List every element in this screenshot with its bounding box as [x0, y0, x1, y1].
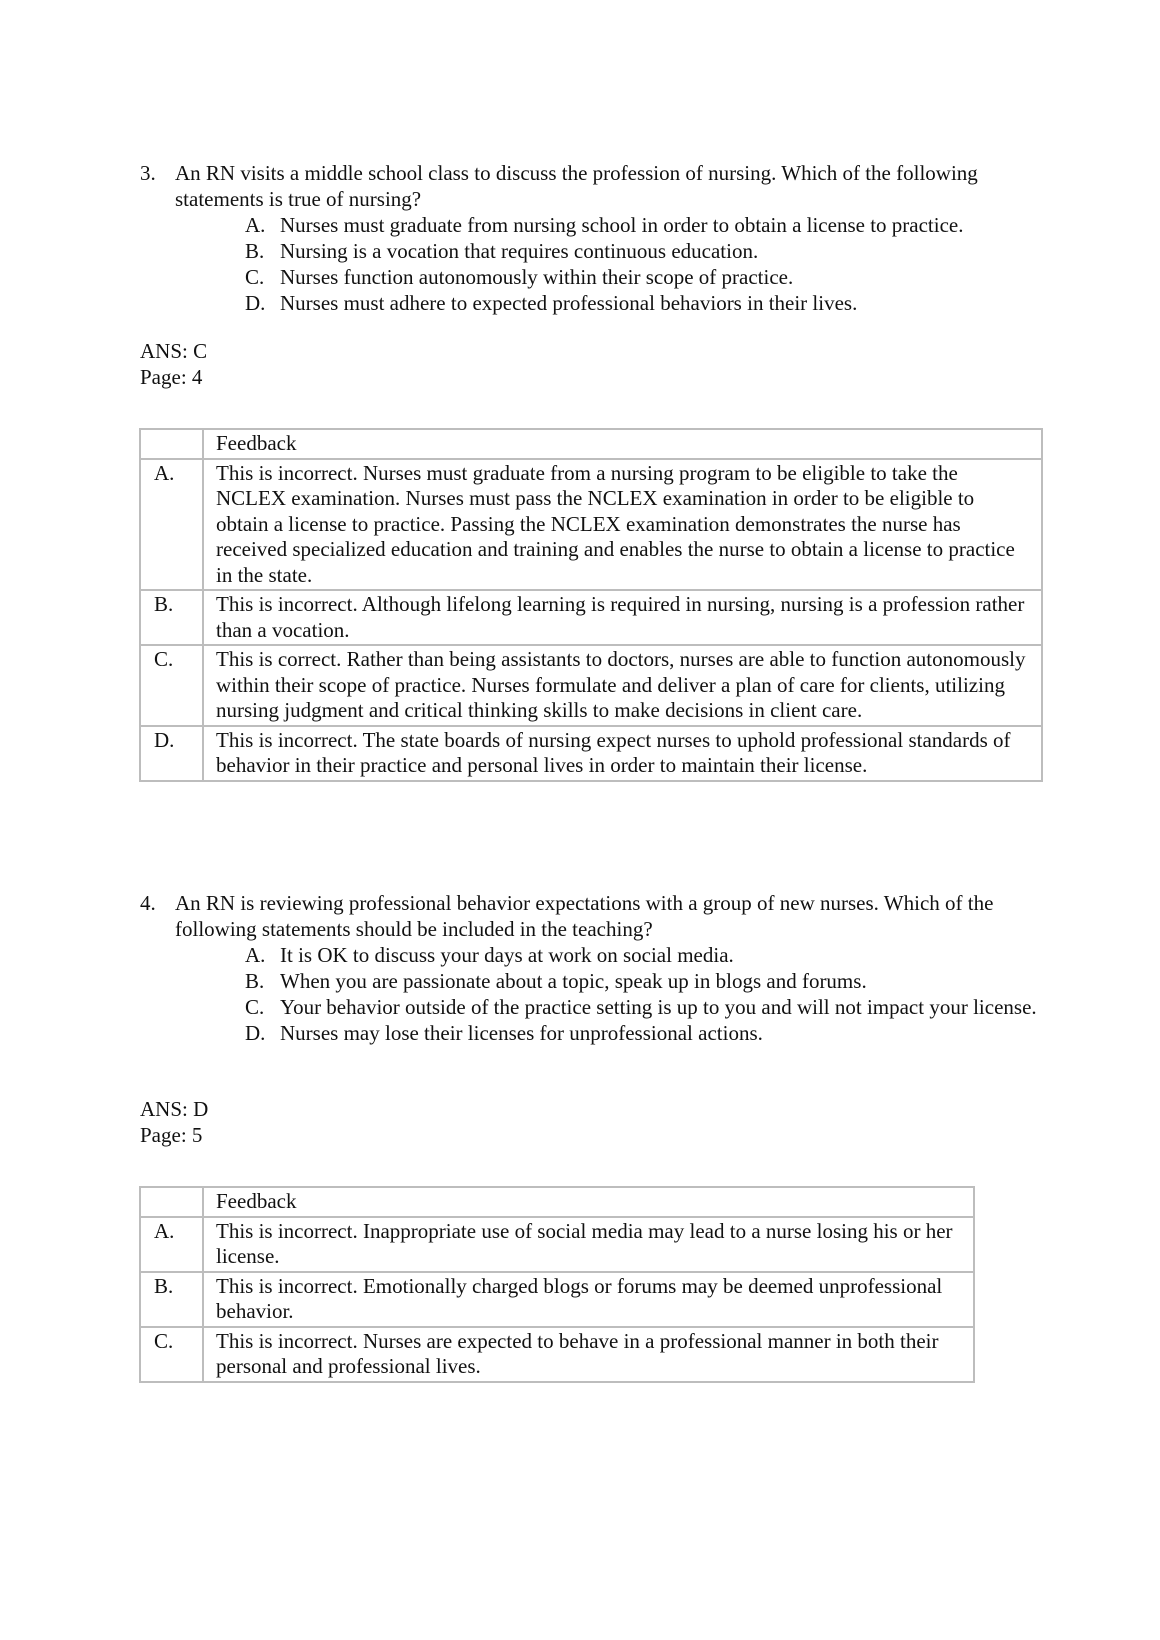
option-text: Nurses function autonomously within their scope of practice.: [280, 265, 794, 289]
option-d: [245, 1020, 1060, 1046]
feedback-header-row: [140, 1187, 974, 1217]
feedback-text: This is incorrect. Inappropriate use of social media may lead to a nurse losing his or her license.: [203, 1217, 974, 1272]
feedback-row: [140, 459, 1042, 591]
feedback-text: This is correct. Rather than being assistants to doctors, nurses are able to function autonomously within their scope of practice. Nurses formulate and deliver a plan of care for clients, utilizing nursing judgment and critical thinking skills to make decisions in client care.: [203, 645, 1042, 726]
option-letter: B.: [245, 239, 265, 263]
feedback-text: This is incorrect. The state boards of nursing expect nurses to uphold professional standards of behavior in their practice and personal lives in order to maintain their license.: [203, 726, 1042, 781]
feedback-text: This is incorrect. Emotionally charged blogs or forums may be deemed unprofessional behavior.: [203, 1272, 974, 1327]
option-text: Nurses must adhere to expected professional behaviors in their lives.: [280, 291, 858, 315]
feedback-text: This is incorrect. Nurses must graduate from a nursing program to be eligible to take the NCLEX examination. Nurses must pass the NCLEX examination in order to be eligible to obtain a license to practice. Passing the NCLEX examination demonstrates the nurse has received specialized education and training and enables the nurse to obtain a license to practice in the state.: [203, 459, 1042, 591]
feedback-row: [140, 726, 1042, 781]
feedback-letter: A.: [140, 1217, 203, 1272]
feedback-table-3: [139, 428, 1043, 782]
feedback-header-blank: [140, 1187, 203, 1217]
feedback-header: Feedback: [203, 1187, 974, 1217]
question-text: An RN visits a middle school class to discuss the profession of nursing. Which of the following statements is true of nursing?: [175, 161, 978, 211]
question-text: An RN is reviewing professional behavior expectations with a group of new nurses. Which of the following statements should be included in the teaching?: [175, 891, 994, 941]
option-letter: C.: [245, 995, 265, 1019]
question-4: [140, 890, 1060, 1046]
feedback-row: [140, 590, 1042, 645]
feedback-letter: B.: [140, 590, 203, 645]
answer-options: [140, 212, 1060, 316]
option-letter: A.: [245, 213, 266, 237]
option-text: Your behavior outside of the practice setting is up to you and will not impact your license.: [280, 995, 1037, 1019]
feedback-row: [140, 645, 1042, 726]
feedback-header: Feedback: [203, 429, 1042, 459]
feedback-row: [140, 1327, 974, 1382]
feedback-table-4: [139, 1186, 975, 1383]
feedback-header-blank: [140, 429, 203, 459]
question-stem: [140, 160, 1060, 212]
answer-meta-3: [140, 338, 207, 390]
option-d: [245, 290, 1060, 316]
answer-meta-4: [140, 1096, 208, 1148]
answer-key: ANS: D: [140, 1097, 209, 1121]
answer-key: ANS: C: [140, 339, 208, 363]
feedback-text: This is incorrect. Nurses are expected to behave in a professional manner in both their personal and professional lives.: [203, 1327, 974, 1382]
question-stem: [140, 890, 1060, 942]
feedback-row: [140, 1272, 974, 1327]
option-text: Nursing is a vocation that requires continuous education.: [280, 239, 759, 263]
option-a: [245, 212, 1060, 238]
feedback-letter: C.: [140, 645, 203, 726]
question-3: [140, 160, 1060, 316]
page-reference: Page: 5: [140, 1123, 203, 1147]
question-number: 3.: [140, 161, 156, 185]
feedback-row: [140, 1217, 974, 1272]
feedback-letter: D.: [140, 726, 203, 781]
option-letter: A.: [245, 943, 266, 967]
option-text: Nurses must graduate from nursing school in order to obtain a license to practice.: [280, 213, 964, 237]
option-letter: D.: [245, 1021, 266, 1045]
question-number: 4.: [140, 891, 156, 915]
option-c: [245, 264, 1060, 290]
feedback-letter: A.: [140, 459, 203, 591]
option-a: [245, 942, 1060, 968]
feedback-text: This is incorrect. Although lifelong learning is required in nursing, nursing is a profession rather than a vocation.: [203, 590, 1042, 645]
feedback-letter: C.: [140, 1327, 203, 1382]
option-letter: B.: [245, 969, 265, 993]
option-letter: C.: [245, 265, 265, 289]
feedback-header-row: [140, 429, 1042, 459]
option-text: It is OK to discuss your days at work on social media.: [280, 943, 734, 967]
page-reference: Page: 4: [140, 365, 203, 389]
option-b: [245, 238, 1060, 264]
option-c: [245, 994, 1060, 1020]
answer-options: [140, 942, 1060, 1046]
option-b: [245, 968, 1060, 994]
option-text: Nurses may lose their licenses for unprofessional actions.: [280, 1021, 763, 1045]
option-text: When you are passionate about a topic, speak up in blogs and forums.: [280, 969, 867, 993]
option-letter: D.: [245, 291, 266, 315]
feedback-letter: B.: [140, 1272, 203, 1327]
